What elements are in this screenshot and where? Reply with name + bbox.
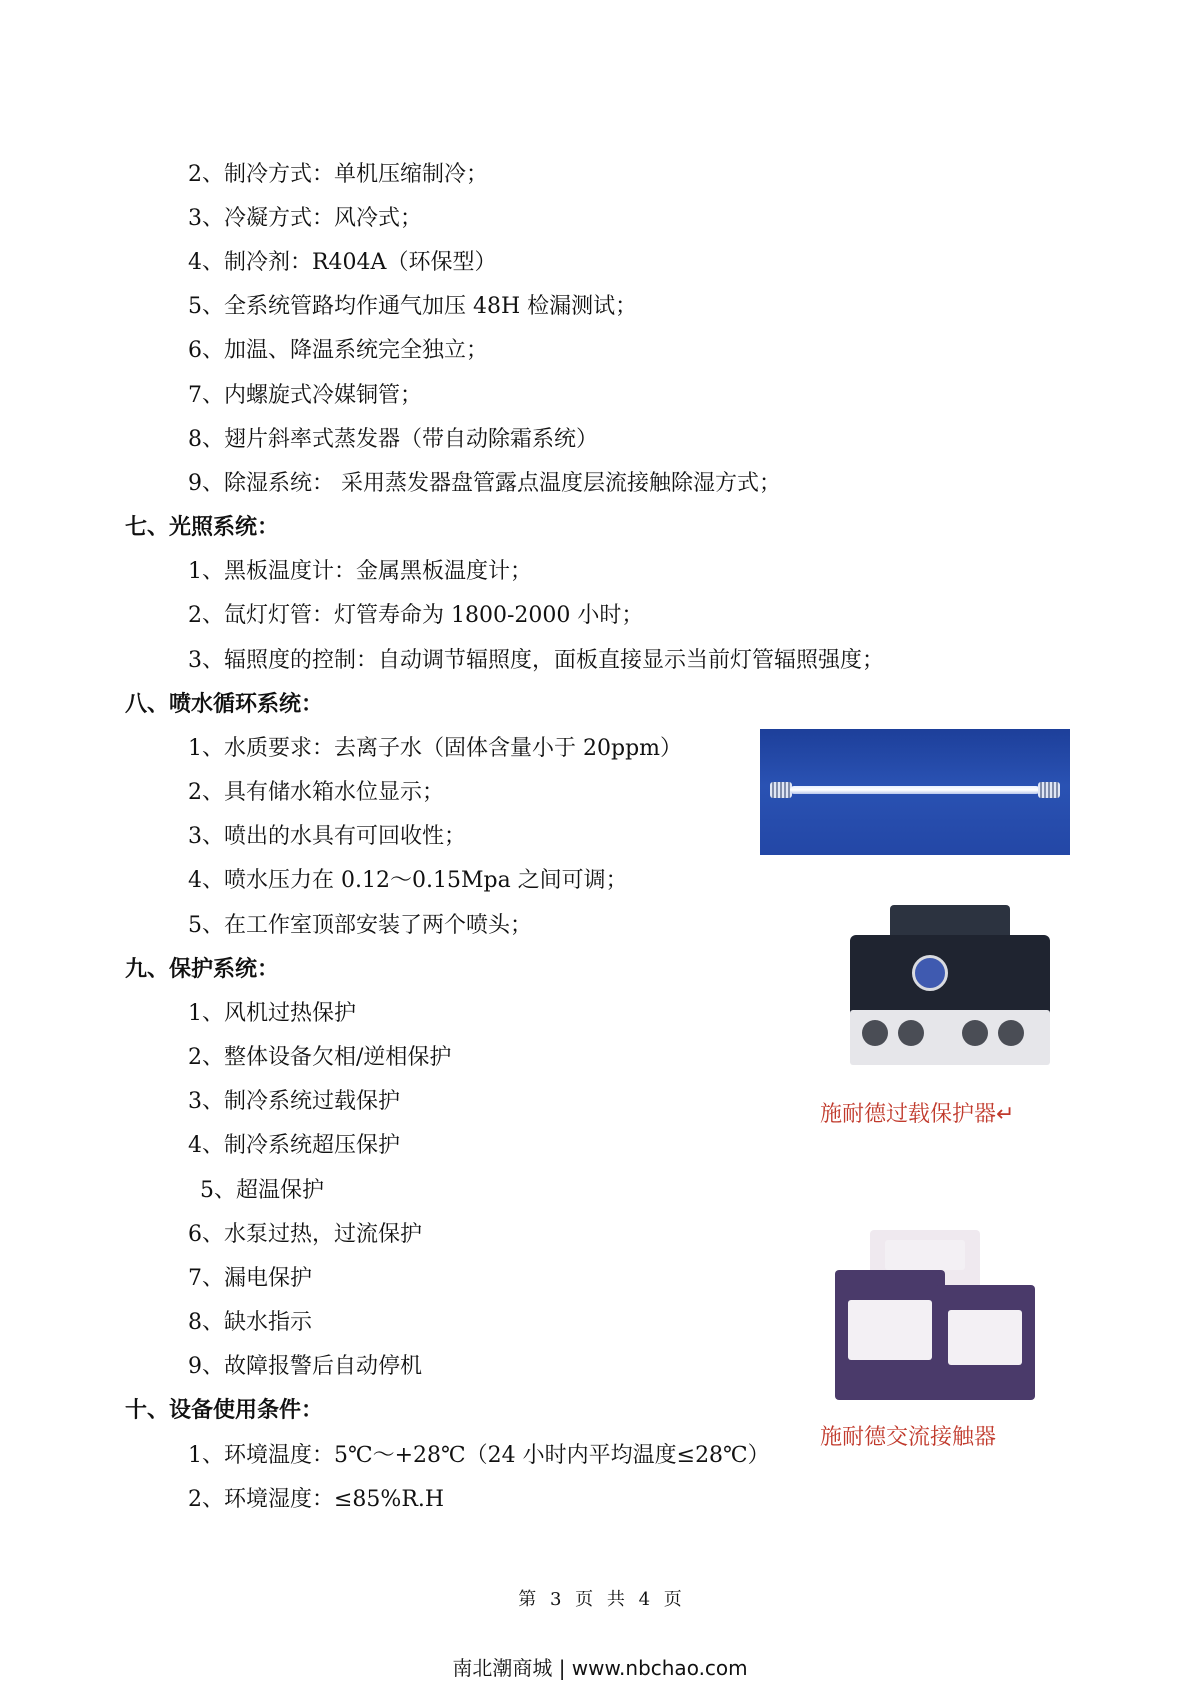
contactor-caption: 施耐德交流接触器: [820, 1425, 997, 1450]
list-item: 9、除湿系统： 采用蒸发器盘管露点温度层流接触除湿方式；: [188, 471, 781, 496]
list-item: 2、整体设备欠相/逆相保护: [188, 1045, 452, 1070]
list-item: 9、故障报警后自动停机: [188, 1354, 422, 1379]
list-item: 5、在工作室顶部安装了两个喷头；: [188, 913, 532, 938]
lamp-coil-right: [1038, 782, 1060, 798]
list-item: 5、超温保护: [200, 1178, 324, 1203]
list-item: 2、具有储水箱水位显示；: [188, 780, 444, 805]
list-item: 4、制冷系统超压保护: [188, 1133, 400, 1158]
section-heading-spray: 八、喷水循环系统：: [125, 692, 324, 717]
list-item: 1、水质要求：去离子水（固体含量小于 20ppm）: [188, 736, 683, 761]
list-item: 2、环境湿度：≤85%R.H: [188, 1487, 445, 1512]
list-item: 3、冷凝方式：风冷式；: [188, 206, 422, 231]
relay-dial: [912, 955, 948, 991]
site-watermark: 南北潮商城 | www.nbchao.com: [452, 1656, 748, 1680]
list-item: 3、辐照度的控制：自动调节辐照度，面板直接显示当前灯管辐照强度；: [188, 648, 884, 673]
list-item: 4、喷水压力在 0.12～0.15Mpa 之间可调；: [188, 868, 628, 893]
list-item: 7、漏电保护: [188, 1266, 312, 1291]
section-heading-protection: 九、保护系统：: [125, 957, 280, 982]
xenon-lamp-image: [760, 729, 1070, 855]
list-item: 1、黑板温度计：金属黑板温度计；: [188, 559, 532, 584]
section-heading-conditions: 十、设备使用条件：: [125, 1398, 324, 1423]
page-number: 第 3 页 共 4 页: [518, 1589, 682, 1610]
overload-relay-image: [850, 900, 1050, 1070]
list-item: 2、制冷方式：单机压缩制冷；: [188, 162, 488, 187]
lamp-coil-left: [770, 782, 792, 798]
relay-caption: 施耐德过载保护器↵: [820, 1102, 1015, 1127]
list-item: 8、翅片斜率式蒸发器（带自动除霜系统）: [188, 427, 598, 452]
ac-contactor-image: [830, 1230, 1040, 1405]
section-heading-lighting: 七、光照系统：: [125, 515, 280, 540]
list-item: 1、风机过热保护: [188, 1001, 356, 1026]
list-item: 4、制冷剂：R404A（环保型）: [188, 250, 497, 275]
list-item: 3、喷出的水具有可回收性；: [188, 824, 466, 849]
list-item: 7、内螺旋式冷媒铜管；: [188, 383, 422, 408]
lamp-tube: [790, 786, 1040, 794]
list-item: 3、制冷系统过载保护: [188, 1089, 400, 1114]
list-item: 6、加温、降温系统完全独立；: [188, 338, 488, 363]
list-item: 6、水泵过热，过流保护: [188, 1222, 422, 1247]
list-item: 5、全系统管路均作通气加压 48H 检漏测试；: [188, 294, 638, 319]
list-item: 1、环境温度：5℃～+28℃（24 小时内平均温度≤28℃）: [188, 1443, 770, 1468]
list-item: 2、氙灯灯管：灯管寿命为 1800-2000 小时；: [188, 603, 644, 628]
list-item: 8、缺水指示: [188, 1310, 312, 1335]
